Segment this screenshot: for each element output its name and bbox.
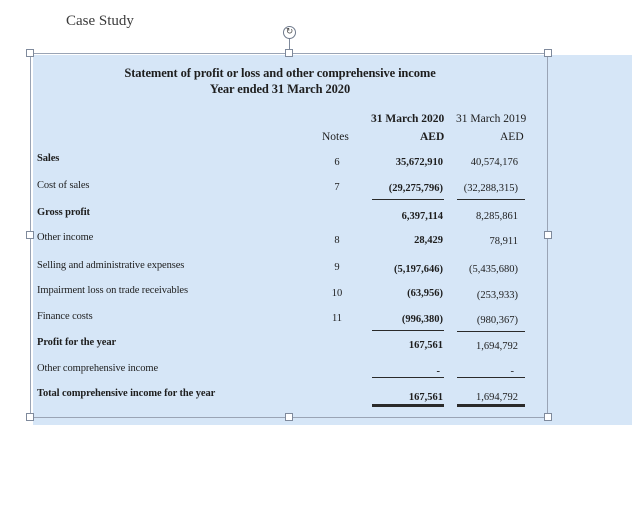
- column-header-2019-date: 31 March 2019: [456, 113, 527, 125]
- subtotal-underline-2020: [372, 199, 444, 200]
- row-label-impairment: Impairment loss on trade receivables: [37, 285, 188, 296]
- row-label-profit: Profit for the year: [37, 337, 117, 348]
- subtotal-underline-2019: [457, 199, 525, 200]
- row-2020-profit: 167,561: [408, 340, 443, 351]
- row-2019-profit: 1,694,792: [476, 341, 518, 352]
- row-label-sales: Sales: [37, 153, 60, 164]
- column-header-2020-date: 31 March 2020: [371, 113, 445, 125]
- row-2020-cost-of-sales: (29,275,796): [388, 183, 443, 194]
- resize-handle-bottom-left[interactable]: [26, 413, 34, 421]
- row-note-impairment: 10: [331, 288, 343, 299]
- row-2019-total-ci: 1,694,792: [476, 392, 518, 403]
- row-label-oci: Other comprehensive income: [37, 363, 159, 374]
- row-label-gross-profit: Gross profit: [37, 207, 90, 218]
- row-label-other-income: Other income: [37, 232, 94, 243]
- doc-header: Case Study: [66, 13, 134, 29]
- row-2020-finance-costs: (996,380): [401, 314, 443, 325]
- row-label-selling-admin: Selling and administrative expenses: [37, 260, 185, 271]
- row-2020-gross-profit: 6,397,114: [401, 211, 443, 222]
- oci-underline-2020: [372, 377, 444, 378]
- row-2019-other-income: 78,911: [489, 236, 518, 247]
- resize-handle-bottom-right[interactable]: [544, 413, 552, 421]
- row-2020-sales: 35,672,910: [395, 157, 443, 168]
- column-header-notes: Notes: [322, 131, 349, 143]
- row-label-cost-of-sales: Cost of sales: [37, 180, 90, 191]
- row-note-sales: 6: [334, 157, 340, 168]
- oci-underline-2019: [457, 377, 525, 378]
- resize-handle-middle-left[interactable]: [26, 231, 34, 239]
- row-2019-impairment: (253,933): [476, 290, 518, 301]
- row-2019-oci: -: [510, 366, 514, 377]
- rotate-handle-icon[interactable]: ↻: [283, 26, 296, 39]
- row-2019-cost-of-sales: (32,288,315): [463, 183, 518, 194]
- row-2020-other-income: 28,429: [414, 235, 443, 246]
- statement-title: Statement of profit or loss and other comprehensive income: [124, 66, 436, 80]
- row-2019-selling-admin: (5,435,680): [469, 264, 518, 275]
- row-2020-selling-admin: (5,197,646): [394, 264, 443, 275]
- profit-underline-2020: [372, 330, 444, 331]
- row-note-finance-costs: 11: [331, 313, 343, 324]
- row-2020-total-ci: 167,561: [408, 392, 443, 403]
- row-label-total-ci: Total comprehensive income for the year: [37, 388, 216, 399]
- resize-handle-top-right[interactable]: [544, 49, 552, 57]
- resize-handle-bottom-center[interactable]: [285, 413, 293, 421]
- resize-handle-top-left[interactable]: [26, 49, 34, 57]
- row-2019-sales: 40,574,176: [470, 157, 518, 168]
- statement-subtitle: Year ended 31 March 2020: [209, 82, 351, 96]
- row-label-finance-costs: Finance costs: [37, 311, 93, 322]
- profit-underline-2019: [457, 331, 525, 332]
- column-header-2019-currency: AED: [500, 131, 524, 143]
- resize-handle-top-center[interactable]: [285, 49, 293, 57]
- total-double-underline-2020: [372, 404, 444, 407]
- total-double-underline-2019: [457, 404, 525, 407]
- row-2020-oci: -: [436, 366, 440, 377]
- row-note-other-income: 8: [334, 235, 340, 246]
- row-2019-gross-profit: 8,285,861: [476, 211, 518, 222]
- column-header-2020-currency: AED: [420, 131, 445, 143]
- resize-handle-middle-right[interactable]: [544, 231, 552, 239]
- row-note-cost-of-sales: 7: [334, 182, 340, 193]
- row-note-selling-admin: 9: [334, 262, 340, 273]
- row-2019-finance-costs: (980,367): [476, 315, 518, 326]
- row-2020-impairment: (63,956): [407, 288, 443, 299]
